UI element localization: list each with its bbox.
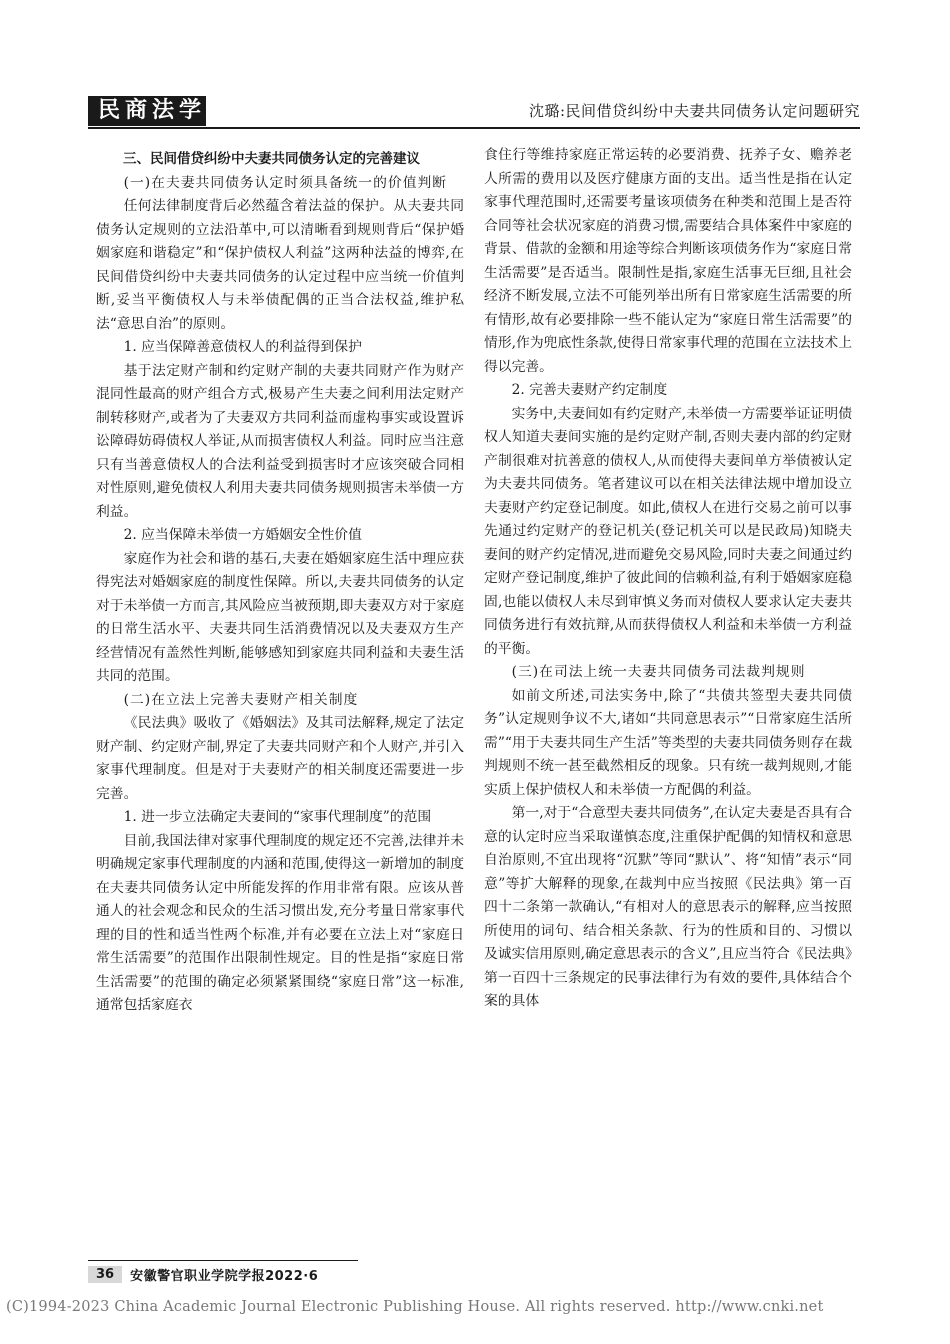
footer: [88, 1265, 318, 1284]
left-column: [96, 148, 464, 1018]
journal-name: 安徽警官职业学院学报2022·6: [130, 1269, 319, 1284]
subsection-heading: (一)在夫妻共同债务认定时须具备统一的价值判断: [123, 174, 448, 191]
subsection-heading: (二)在立法上完善夫妻财产相关制度: [123, 691, 359, 708]
paragraph: 第一,对于“合意型夫妻共同债务”,在认定夫妻是否具有合意的认定时应当采取谨慎态度,注重保护配偶的知情权和意思自治原则,不宜出现将“沉默”等同“默认”、将“知情”表示“同意”等扩大解释的现象,在裁判中应当按照《民法典》第一百四十二条第一款确认,“有相对人的意思表示的解释,应当按照所使用的词句、结合相关条款、行为的性质和目的、习惯以及诚实信用原则,确定意思表示的含义”,且应当符合《民法典》第一百四十三条规定的民事法律行为有效的要件,具体结合个案的具体: [484, 805, 852, 1009]
numbered-heading: 2. 应当保障未举债一方婚姻安全性价值: [123, 527, 362, 543]
paragraph: 食住行等维持家庭正常运转的必要消费、抚养子女、赡养老人所需的费用以及医疗健康方面的支出。适当性是指在认定家事代理范围时,还需要考量该项债务在种类和范围上是否符合同等社会状况家庭的消费习惯,需要结合具体案件中家庭的背景、借款的金额和用途等综合判断该项债务作为“家庭日常生活需要”是否适当。限制性是指,家庭生活事无巨细,且社会经济不断发展,立法不可能列举出所有日常家庭生活需要的所有情形,故有必要排除一些不能认定为“家庭日常生活需要”的情形,作为兜底性条款,使得日常家事代理的范围在立法技术上得以完善。: [484, 147, 852, 375]
copyright-notice: (C)1994-2023 China Academic Journal Electronic Publishing House. All rights reserved. http://www.cnki.net: [6, 1299, 824, 1315]
paragraph: 实务中,夫妻间如有约定财产,未举债一方需要举证证明债权人知道夫妻间实施的是约定财产制,否则夫妻内部的约定财产制很难对抗善意的债权人,从而使得夫妻间单方举债被认定为夫妻共同债务。笔者建议可以在相关法律法规中增加设立夫妻财产约定登记制度。如此,债权人在进行交易之前可以事先通过约定财产的登记机关(登记机关可以是民政局)知晓夫妻间的财产约定情况,进而避免交易风险,同时夫妻之间通过约定财产登记制度,维护了彼此间的信赖利益,有利于婚姻家庭稳固,也能以债权人未尽到审慎义务而对债权人要求认定夫妻共同债务进行有效抗辩,从而获得债权人利益和未举债一方利益的平衡。: [484, 405, 852, 657]
paragraph: 如前文所述,司法实务中,除了“共债共签型夫妻共同债务”认定规则争议不大,诸如“共同意思表示”“日常家庭生活所需”“用于夫妻共同生产生活”等类型的夫妻共同债务则存在裁判规则不统一甚至截然相反的现象。只有统一裁判规则,才能实质上保护债权人和未举债一方配偶的利益。: [484, 687, 852, 798]
paragraph: 目前,我国法律对家事代理制度的规定还不完善,法律并未明确规定家事代理制度的内涵和范围,使得这一新增加的制度在夫妻共同债务认定中所能发挥的作用非常有限。应该从普通人的社会观念和民众的生活习惯出发,充分考量日常家事代理的目的性和适当性两个标准,并有必要在立法上对“家庭日常生活需要”的范围作出限制性规定。目的性是指“家庭日常生活需要”的范围的确定必须紧紧围绕“家庭日常”这一标准,通常包括家庭衣: [96, 832, 464, 1013]
numbered-heading: 2. 完善夫妻财产约定制度: [511, 382, 668, 398]
paragraph: 任何法律制度背后必然蕴含着法益的保护。从夫妻共同债务认定规则的立法沿革中,可以清晰看到规则背后“保护婚姻家庭和谐稳定”和“保护债权人利益”这两种法益的博弈,在民间借贷纠纷中夫妻共同债务的认定过程中应当统一价值判断,妥当平衡债权人与未举债配偶的正当合法权益,维护私法“意思自治”的原则。: [96, 198, 464, 332]
page-number: 36: [88, 1266, 122, 1283]
right-column: [484, 144, 852, 1014]
paragraph: 家庭作为社会和谐的基石,夫妻在婚姻家庭生活中理应获得宪法对婚姻家庭的制度性保障。所以,夫妻共同债务的认定对于未举债一方而言,其风险应当被预期,即夫妻双方对于家庭的日常生活水平、夫妻共同生活消费情况以及夫妻双方生产经营情况有盖然性判断,能够感知到家庭共同利益和夫妻生活共同的范围。: [96, 550, 464, 684]
paragraph: 《民法典》吸收了《婚姻法》及其司法解释,规定了法定财产制、约定财产制,界定了夫妻共同财产和个人财产,并引入家事代理制度。但是对于夫妻财产的相关制度还需要进一步完善。: [96, 715, 464, 802]
section-heading: 三、民间借贷纠纷中夫妻共同债务认定的完善建议: [123, 151, 420, 167]
paragraph: 基于法定财产制和约定财产制的夫妻共同财产作为财产混同性最高的财产组合方式,极易产生夫妻之间利用法定财产制转移财产,或者为了夫妻双方共同利益而虚构事实或设置诉讼障碍妨碍债权人举证,从而损害债权人利益。同时应当注意只有当善意债权人的合法利益受到损害时才应该突破合同相对性原则,避免债权人利用夫妻共同债务规则损害未举债一方利益。: [96, 362, 464, 520]
header-divider: [88, 127, 860, 129]
footer-divider: [88, 1260, 358, 1261]
subsection-heading: (三)在司法上统一夫妻共同债务司法裁判规则: [511, 664, 806, 680]
numbered-heading: 1. 进一步立法确定夫妻间的“家事代理制度”的范围: [123, 809, 432, 825]
running-title: 沈璐:民间借贷纠纷中夫妻共同债务认定问题研究: [528, 102, 860, 120]
numbered-heading: 1. 应当保障善意债权人的利益得到保护: [123, 339, 362, 355]
section-label: 民商法学: [88, 96, 206, 126]
